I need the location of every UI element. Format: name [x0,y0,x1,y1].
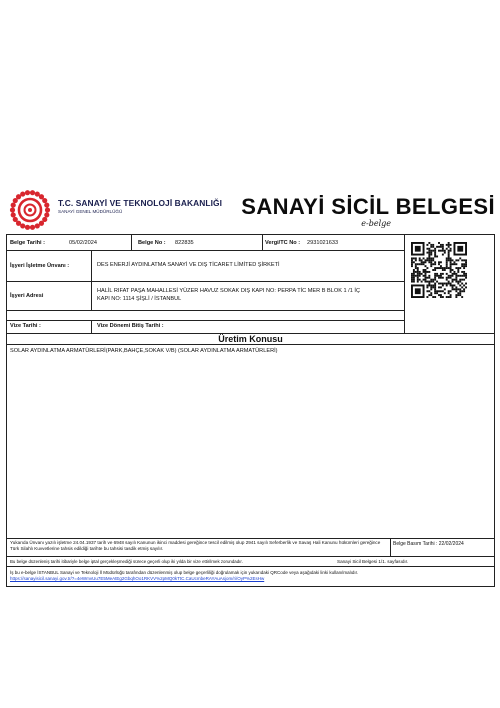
vize-tarihi-label: Vize Tarihi : [10,323,41,329]
document-subtitle: e-belge [361,219,391,228]
certificate-header [6,186,495,234]
belge-no-value: 822835 [175,240,194,246]
isyeri-unvani-value: DES ENERJİ AYDINLATMA SANAYİ VE DIŞ TİCARET LİMİTED ŞİRKETİ [97,262,280,268]
verification-description: İş bu e-belge İSTANBUL Sanayi ve Teknoloji İl Müdürlüğü tarafından düzenlenmiş olup belge geçerliliği doğrulamak için yukarıdaki QRCode veya aşağıdaki linki kullanılmalıdır. [10,570,359,575]
isyeri-adresi-line1: HALİL RIFAT PAŞA MAHALLESİ YÜZER HAVUZ SOKAK DIŞ KAPI NO: PERPA TİC MER B BLOK 1 /1 İÇ [97,288,360,294]
certificate-page [6,186,495,587]
verification-link[interactable]: https://sanayisicil.sanayi.gov.tr/?=4eWmvUu7E5MeAtEg2GbqhOo1RKVV%2pMQ0kTtC.CaUcmbeRAYAuAsjom/ri/OyP%2EsHw [10,576,265,581]
vize-donemi-label: Vize Dönemi Bitiş Tarihi : [97,323,164,329]
belge-no-label: Belge No : [138,240,166,246]
vergi-no-label: Vergi/TC No : [265,240,301,246]
isyeri-adresi-line2: KAPI NO: 1114 ŞİŞLİ / İSTANBUL [97,296,182,302]
legal-text: Yukarıda Ünvanı yazılı işletme 24.04.1937 tarih ve 6948 sayılı Kanunun ikinci maddesi gereğince tescil edilmiş olup 2941 sayılı Seferberlik ve Savaş Hali Kanunu hükümleri gereğince Türk Silahlı Kuvvetlerine tahsis edildiği tarihte bu tahsisi tasdik etmiş sayılır. [10,540,381,551]
issue-date: Belge Basım Tarihi : 22/02/2024 [393,541,464,547]
verification-text [10,570,480,582]
ministry-name: T.C. SANAYİ VE TEKNOLOJİ BAKANLIĞI [58,198,223,208]
isyeri-adresi-label: İşyeri Adresi [10,293,44,299]
isyeri-unvani-label: İşyeri İşletme Ünvanı : [10,263,70,269]
uretim-konusu-item: SOLAR AYDINLATMA ARMATÜRLERİ(PARK,BAHÇE,SOKAK V/B) (SOLAR AYDINLATMA ARMATÜRLERİ) [10,348,278,354]
page-number-note: Sanayi Sicil Belgesi 1/1. sayfasıdır. [337,559,409,564]
ministry-block [58,198,222,214]
ministry-subtitle: SANAYİ GENEL MÜDÜRLÜĞÜ [58,209,123,214]
certificate-form [6,234,495,587]
belge-tarihi-value: 05/02/2024 [69,240,97,246]
uretim-konusu-title: Üretim Konusu [218,334,283,344]
verification-qr-code[interactable] [411,242,467,298]
belge-tarihi-label: Belge Tarihi : [10,240,46,246]
validity-note: Bu belge düzenleniş tarihi itibariyle belge iptal gerçekleşmediği sürece geçerli olup iki yılda bir vize ettirilmek zorundadır. [10,559,243,564]
ministry-logo-icon [8,188,52,232]
vergi-no-value: 2931021633 [307,240,339,246]
document-title: SANAYİ SİCİL BELGESİ [241,194,495,219]
